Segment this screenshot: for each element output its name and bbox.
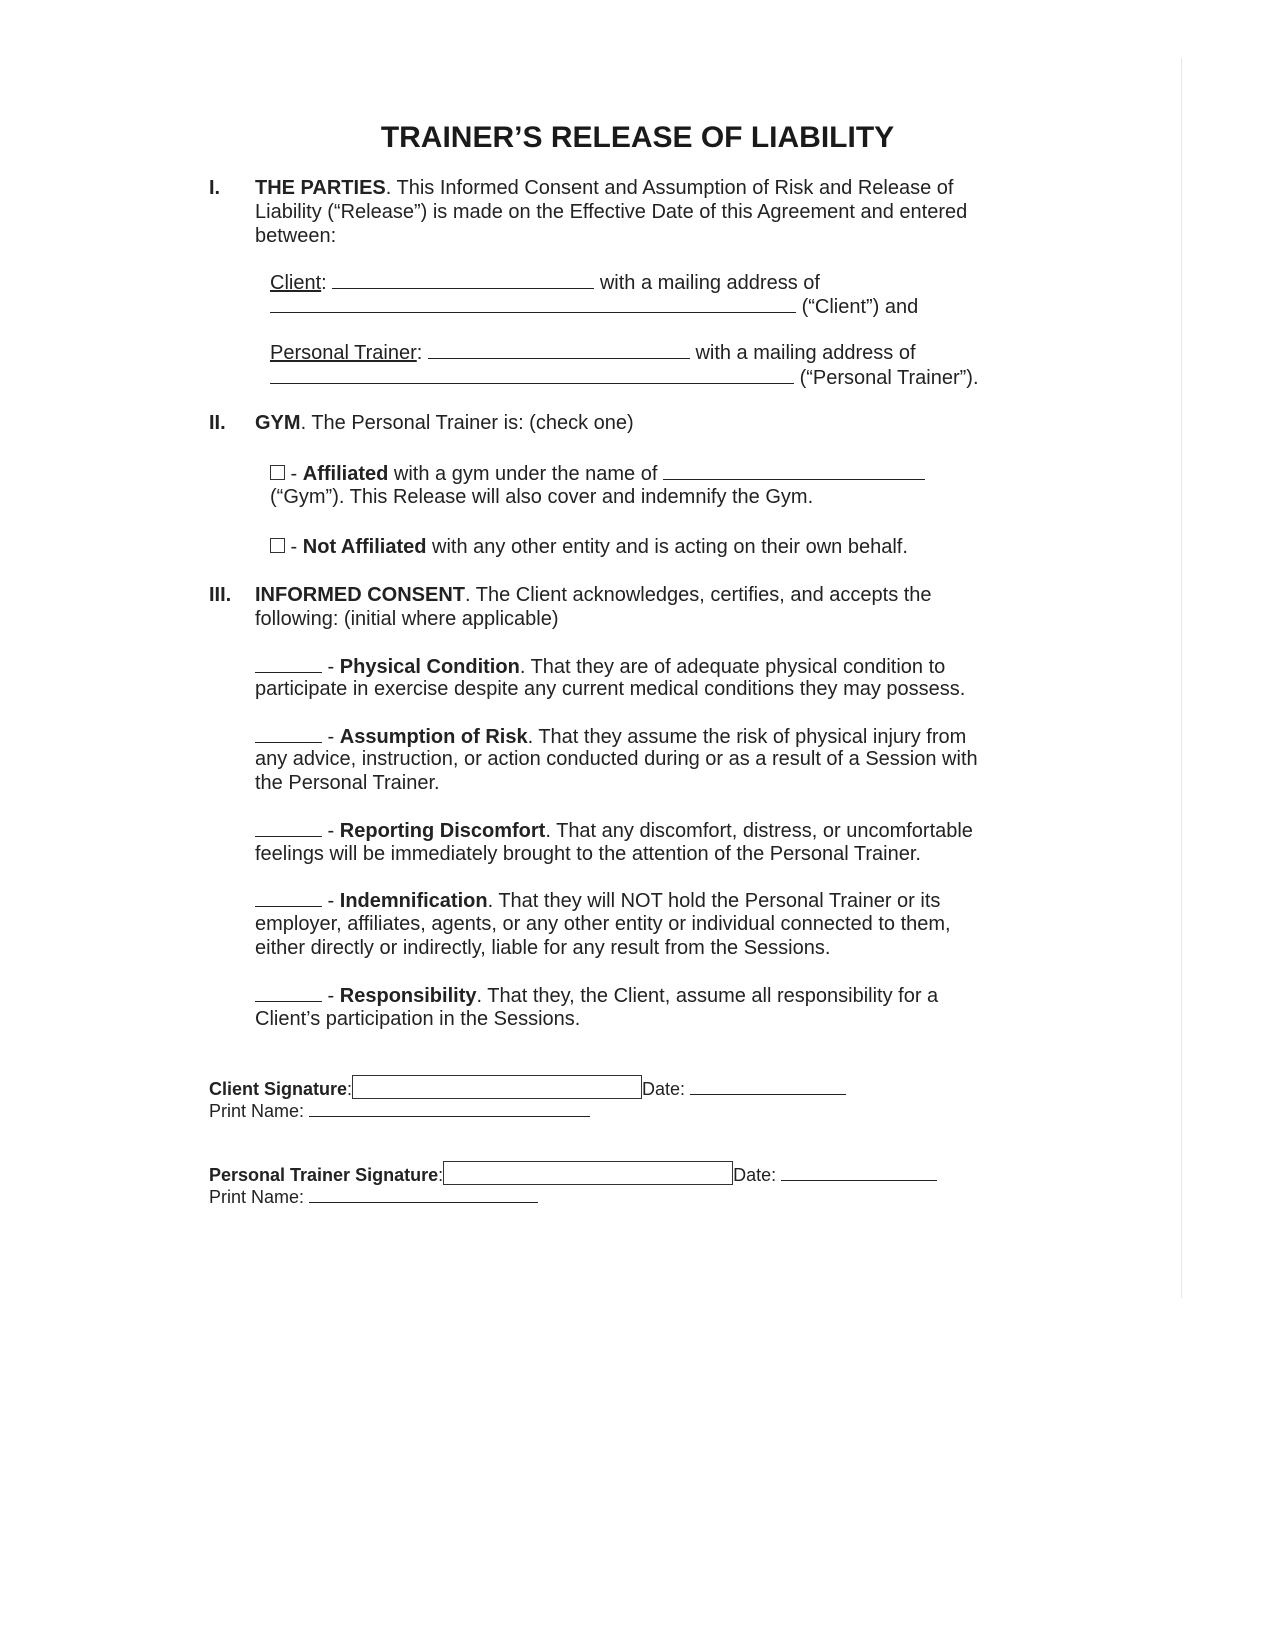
consent-item-text: . That they assume the risk of physical injury from [527,726,967,748]
consent-item-responsibility-line-2: Client’s participation in the Sessions. [255,1008,581,1030]
section-3-line-1 [255,583,932,608]
trainer-name-field[interactable] [428,340,690,359]
consent-item-text: . That they will NOT hold the Personal Trainer or its [487,890,941,912]
client-name-field[interactable] [332,270,594,289]
section-1-numeral: I. [209,177,221,199]
client-address-field[interactable] [270,294,796,313]
client-print-name-line [209,1098,590,1124]
section-1-heading: THE PARTIES [255,177,386,199]
consent-item-title: Physical Condition [339,656,520,678]
section-1-line-1 [255,176,953,201]
client-end-text: (“Client”) and [801,296,919,318]
section-3-numeral: III. [209,584,232,606]
consent-item-title: Reporting Discomfort [339,820,546,842]
client-signature-label: Client Signature [209,1079,348,1099]
consent-item-title: Assumption of Risk [339,726,528,748]
section-3-text-1: . The Client acknowledges, certifies, and accepts the [465,584,932,606]
trainer-party-line: Personal Trainer: with a mailing address of [270,342,916,364]
page-edge-line [1181,58,1182,1298]
client-date-label: Date: [642,1079,686,1099]
consent-item-indemnification: - Indemnification. That they will NOT hold the Personal Trainer or its [255,888,940,914]
trainer-signature-field[interactable] [443,1161,733,1185]
initial-field-indemnification[interactable] [255,888,322,907]
client-date-field[interactable] [690,1076,846,1095]
client-address-line [270,294,918,320]
trainer-mailing-text: with a mailing address of [695,342,916,364]
consent-item-physical-line-2: participate in exercise despite any current medical conditions they may possess. [255,678,966,700]
trainer-print-name-field[interactable] [309,1184,538,1203]
consent-item-text: . That they, the Client, assume all responsibility for a [476,985,939,1007]
initial-field-risk[interactable] [255,724,322,743]
consent-item-risk-line-3: the Personal Trainer. [255,772,440,794]
section-2-text: . The Personal Trainer is: (check one) [300,412,634,434]
document-title: TRAINER’S RELEASE OF LIABILITY [380,121,895,154]
affiliated-text: with a gym under the name of [393,463,658,485]
trainer-end-text: (“Personal Trainer”). [799,367,979,389]
client-mailing-text: with a mailing address of [599,272,820,294]
gym-option-affiliated: - Affiliated with a gym under the name of [270,461,925,487]
not-affiliated-checkbox[interactable] [270,538,285,553]
trainer-print-name-line [209,1184,538,1210]
consent-item-discomfort: - Reporting Discomfort. That any discomfort, distress, or uncomfortable [255,818,973,844]
trainer-date-field[interactable] [781,1162,937,1181]
trainer-label: Personal Trainer [270,342,417,364]
affiliated-checkbox[interactable] [270,465,285,480]
affiliated-label: Affiliated [302,463,389,485]
not-affiliated-label: Not Affiliated [302,536,427,558]
client-print-name-label: Print Name: [209,1101,305,1121]
section-1-text-1: . This Informed Consent and Assumption of Risk and Release of [385,177,954,199]
initial-field-discomfort[interactable] [255,818,322,837]
section-3-heading: INFORMED CONSENT [255,584,465,606]
consent-item-risk-line-2: any advice, instruction, or action conducted during or as a result of a Session with [255,748,978,770]
initial-field-responsibility[interactable] [255,983,322,1002]
consent-item-risk: - Assumption of Risk. That they assume the risk of physical injury from [255,724,966,750]
trainer-date-label: Date: [733,1165,777,1185]
consent-item-physical: - Physical Condition. That they are of adequate physical condition to [255,654,945,680]
section-2-line [255,411,634,436]
initial-field-physical[interactable] [255,654,322,673]
trainer-signature-label: Personal Trainer Signature [209,1165,439,1185]
affiliated-line-2: (“Gym”). This Release will also cover and indemnify the Gym. [270,486,814,508]
consent-item-title: Responsibility [339,985,477,1007]
section-2-heading: GYM [255,412,301,434]
client-print-name-field[interactable] [309,1098,590,1117]
section-1-line-2: Liability (“Release”) is made on the Effective Date of this Agreement and entered [255,201,968,223]
trainer-address-field[interactable] [270,365,794,384]
consent-item-indemnification-line-2: employer, affiliates, agents, or any other entity or individual connected to them, [255,913,951,935]
not-affiliated-text: with any other entity and is acting on their own behalf. [432,536,908,558]
consent-item-text: . That they are of adequate physical condition to [519,656,946,678]
consent-item-discomfort-line-2: feelings will be immediately brought to the attention of the Personal Trainer. [255,843,921,865]
client-signature-line: Client Signature: Date: [209,1075,846,1102]
client-signature-field[interactable] [352,1075,642,1099]
consent-item-text: . That any discomfort, distress, or uncomfortable [545,820,973,842]
gym-option-not-affiliated: - Not Affiliated with any other entity and is acting on their own behalf. [270,535,908,560]
trainer-address-line [270,365,979,391]
consent-item-indemnification-line-3: either directly or indirectly, liable for any result from the Sessions. [255,937,831,959]
gym-name-field[interactable] [663,461,925,480]
consent-item-responsibility: - Responsibility. That they, the Client, assume all responsibility for a [255,983,938,1009]
section-1-line-3: between: [255,225,337,247]
client-label: Client [270,272,322,294]
trainer-signature-line: Personal Trainer Signature: Date: [209,1161,937,1188]
trainer-print-name-label: Print Name: [209,1187,305,1207]
client-party-line: Client: with a mailing address of [270,272,820,294]
section-3-line-2: following: (initial where applicable) [255,608,559,630]
consent-item-title: Indemnification [339,890,488,912]
section-2-numeral: II. [209,412,226,434]
